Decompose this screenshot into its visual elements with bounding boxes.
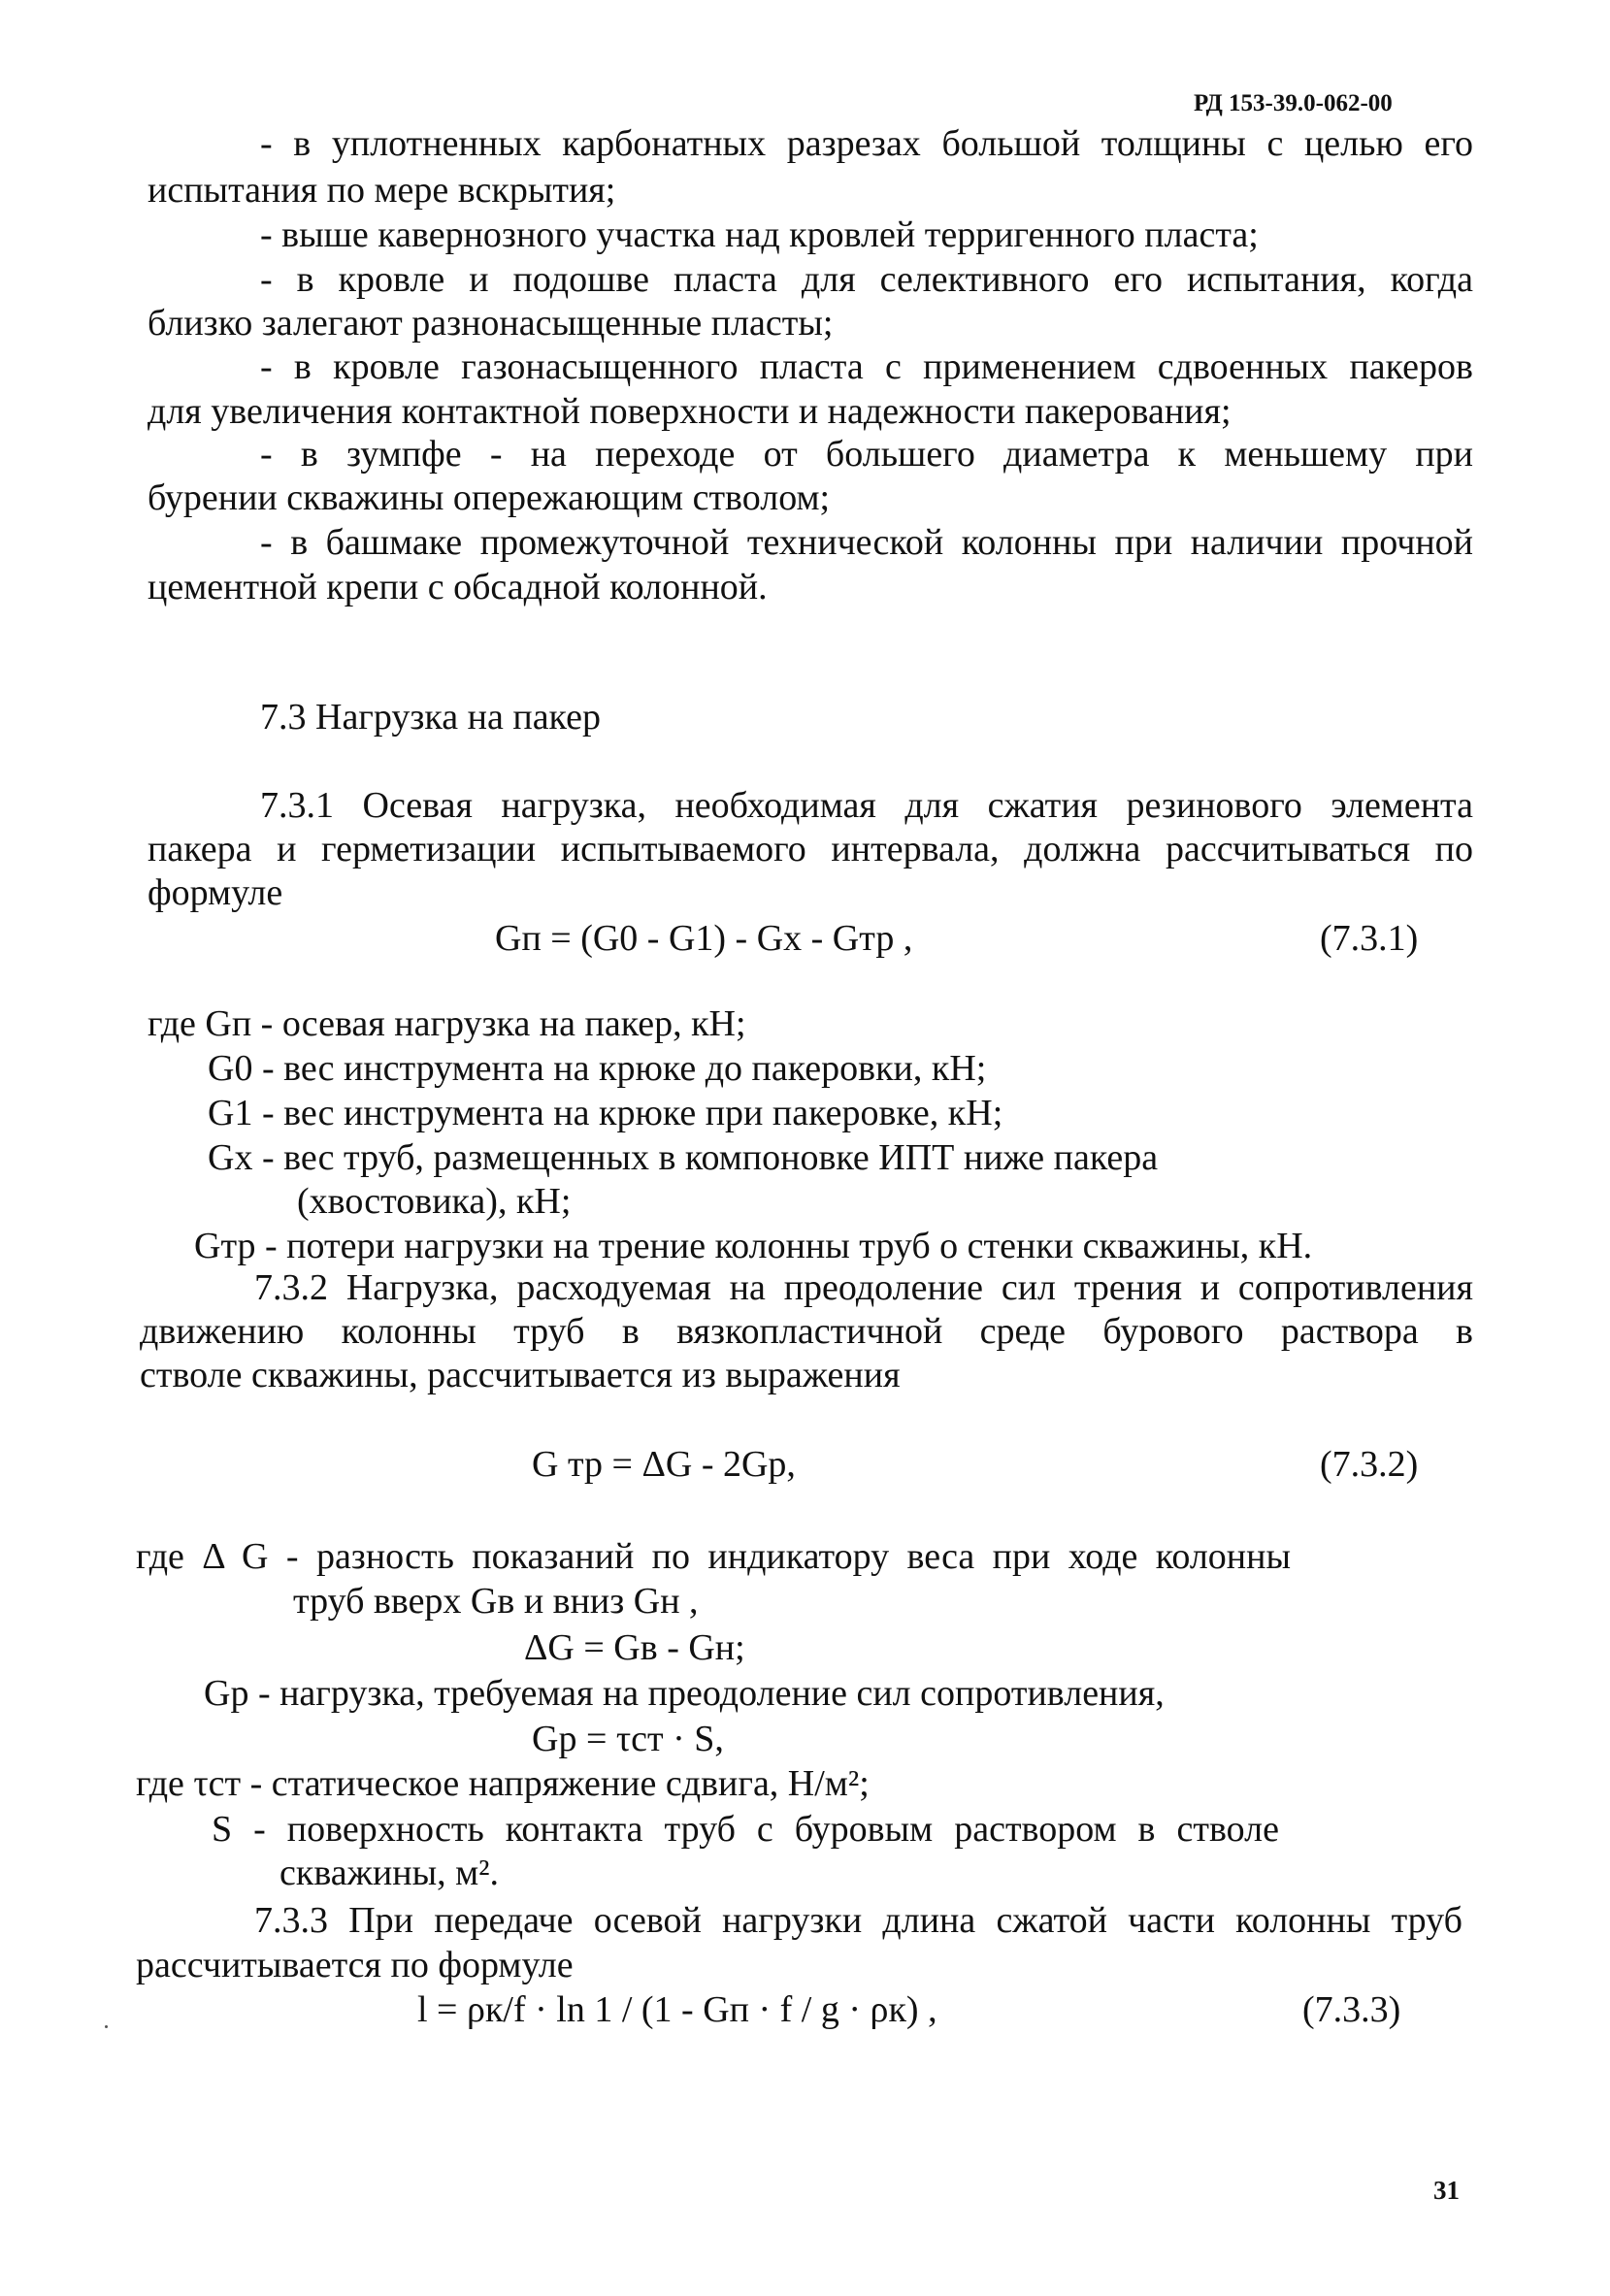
formula-delta-g: ΔG = Gв - Gн; [524,1627,745,1668]
paragraph-line: стволе скважины, рассчитывается из выражения [140,1355,901,1395]
paragraph-line: 7.3.3 При передаче осевой нагрузки длина сжатой части колонны труб [254,1900,1462,1941]
formula-gp: Gp = τст · S, [532,1719,724,1759]
paragraph-line: 7.3.2 Нагрузка, расходуемая на преодоление сил трения и сопротивления [254,1267,1473,1308]
definition-line: Gp - нагрузка, требуемая на преодоление сил сопротивления, [204,1673,1165,1714]
paragraph-line: пакера и герметизации испытываемого интервала, должна рассчитываться по [148,829,1473,869]
definition-line: скважины, м². [279,1853,500,1893]
list-item-continuation: бурении скважины опережающим стволом; [148,477,831,518]
list-item: - в зумпфе - на переходе от большего диаметра к меньшему при [260,434,1473,475]
definition-line: где Δ G - разность показаний по индикатору веса при ходе колонны [136,1536,1291,1577]
paragraph-line: рассчитывается по формуле [136,1945,574,1985]
list-item: - в кровле газонасыщенного пласта с применением сдвоенных пакеров [260,346,1473,387]
formula-7-3-3: l = ρк/f · ln 1 / (1 - Gп · f / g · ρк) , [417,1989,937,2030]
definition-line: Gтр - потери нагрузки на трение колонны труб о стенки скважины, кН. [194,1226,1313,1266]
list-item: - в уплотненных карбонатных разрезах большой толщины с целью его [260,123,1473,164]
definition-line: где τст - статическое напряжение сдвига, Н/м²; [136,1763,870,1804]
scan-speck [105,2025,108,2028]
document-code: РД 153-39.0-062-00 [1194,90,1393,116]
list-item-continuation: для увеличения контактной поверхности и надежности пакерования; [148,391,1232,432]
list-item: - в кровле и подошве пласта для селективного его испытания, когда [260,259,1473,300]
list-item: - выше кавернозного участка над кровлей терригенного пласта; [260,214,1259,255]
formula-number-7-3-2: (7.3.2) [1320,1444,1419,1485]
definition-line: G0 - вес инструмента на крюке до пакеровки, кН; [208,1048,987,1089]
list-item: - в башмаке промежуточной технической колонны при наличии прочной [260,522,1473,563]
definition-line: (хвостовика), кН; [297,1181,572,1222]
paragraph-line: движению колонны труб в вязкопластичной среде бурового раствора в [140,1311,1473,1352]
definition-line: труб вверх Gв и вниз Gн , [293,1581,699,1622]
list-item-continuation: близко залегают разнонасыщенные пласты; [148,303,834,344]
definition-line: G1 - вес инструмента на крюке при пакеровке, кН; [208,1093,1003,1133]
definition-line: где Gп - осевая нагрузка на пакер, кН; [148,1003,746,1044]
page-number: 31 [1433,2176,1460,2205]
list-item-continuation: цементной крепи с обсадной колонной. [148,567,768,607]
definition-line: S - поверхность контакта труб с буровым раствором в стволе [212,1809,1279,1850]
formula-7-3-2: G тр = ΔG - 2Gp, [532,1444,796,1485]
paragraph-line: формуле [148,872,283,913]
definition-line: Gx - вес труб, размещенных в компоновке ИПТ ниже пакера [208,1137,1159,1178]
formula-number-7-3-3: (7.3.3) [1302,1989,1401,2030]
formula-7-3-1: Gп = (G0 - G1) - Gx - Gтр , [495,918,913,959]
formula-number-7-3-1: (7.3.1) [1320,918,1419,959]
paragraph-line: 7.3.1 Осевая нагрузка, необходимая для сжатия резинового элемента [260,785,1473,826]
section-heading: 7.3 Нагрузка на пакер [260,697,601,738]
list-item-continuation: испытания по мере вскрытия; [148,170,616,211]
